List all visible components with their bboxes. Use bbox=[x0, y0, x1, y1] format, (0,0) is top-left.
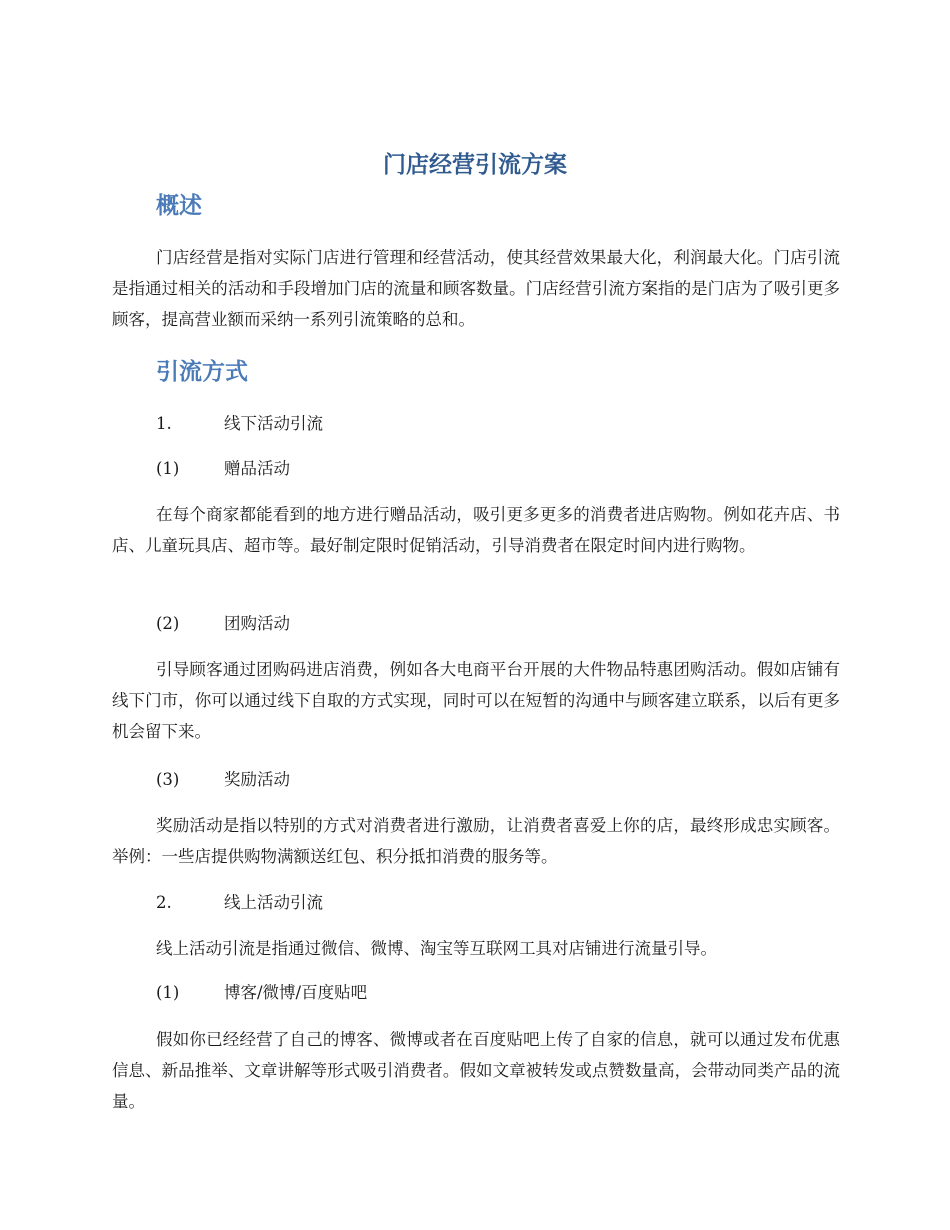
item-reward-title bbox=[156, 765, 836, 795]
item-label: 博客/微博/百度贴吧 bbox=[224, 983, 368, 1002]
item-number: (1) bbox=[156, 459, 180, 478]
section-number: 2. bbox=[156, 893, 172, 912]
section-number: 1. bbox=[156, 414, 172, 433]
item-number: (1) bbox=[156, 983, 180, 1002]
item-gift-title bbox=[156, 454, 836, 484]
section-online-title bbox=[156, 888, 836, 918]
item-gift-paragraph: 在每个商家都能看到的地方进行赠品活动，吸引更多更多的消费者进店购物。例如花卉店、书店、儿童玩具店、超市等。最好制定限时促销活动，引导消费者在限定时间内进行购物。 bbox=[112, 505, 840, 555]
item-number: (3) bbox=[156, 770, 180, 789]
item-label: 赠品活动 bbox=[224, 459, 290, 478]
item-blog-title bbox=[156, 978, 836, 1008]
overview-heading: 概述 bbox=[156, 193, 202, 219]
section-offline-title bbox=[156, 409, 836, 439]
section-label: 线下活动引流 bbox=[224, 414, 323, 433]
item-number: (2) bbox=[156, 614, 180, 633]
page-title: 门店经营引流方案 bbox=[383, 152, 567, 178]
methods-heading: 引流方式 bbox=[156, 359, 248, 385]
overview-paragraph: 门店经营是指对实际门店进行管理和经营活动，使其经营效果最大化，利润最大化。门店引流是指通过相关的活动和手段增加门店的流量和顾客数量。门店经营引流方案指的是门店为了吸引更多顾客，提高营业额而采纳一系列引流策略的总和。 bbox=[112, 248, 840, 329]
item-blog-paragraph: 假如你已经经营了自己的博客、微博或者在百度贴吧上传了自家的信息，就可以通过发布优惠信息、新品推举、文章讲解等形式吸引消费者。假如文章被转发或点赞数量高，会带动同类产品的流量。 bbox=[112, 1030, 840, 1111]
item-label: 奖励活动 bbox=[224, 770, 290, 789]
item-groupbuy-paragraph: 引导顾客通过团购码进店消费，例如各大电商平台开展的大件物品特惠团购活动。假如店铺有线下门市，你可以通过线下自取的方式实现，同时可以在短暂的沟通中与顾客建立联系，以后有更多机会留下来。 bbox=[112, 660, 840, 741]
item-groupbuy-title bbox=[156, 609, 836, 639]
item-reward-paragraph: 奖励活动是指以特别的方式对消费者进行激励，让消费者喜爱上你的店，最终形成忠实顾客。举例：一些店提供购物满额送红包、积分抵扣消费的服务等。 bbox=[112, 816, 840, 866]
item-label: 团购活动 bbox=[224, 614, 290, 633]
section-label: 线上活动引流 bbox=[224, 893, 323, 912]
section-online-paragraph: 线上活动引流是指通过微信、微博、淘宝等互联网工具对店铺进行流量引导。 bbox=[156, 939, 717, 958]
